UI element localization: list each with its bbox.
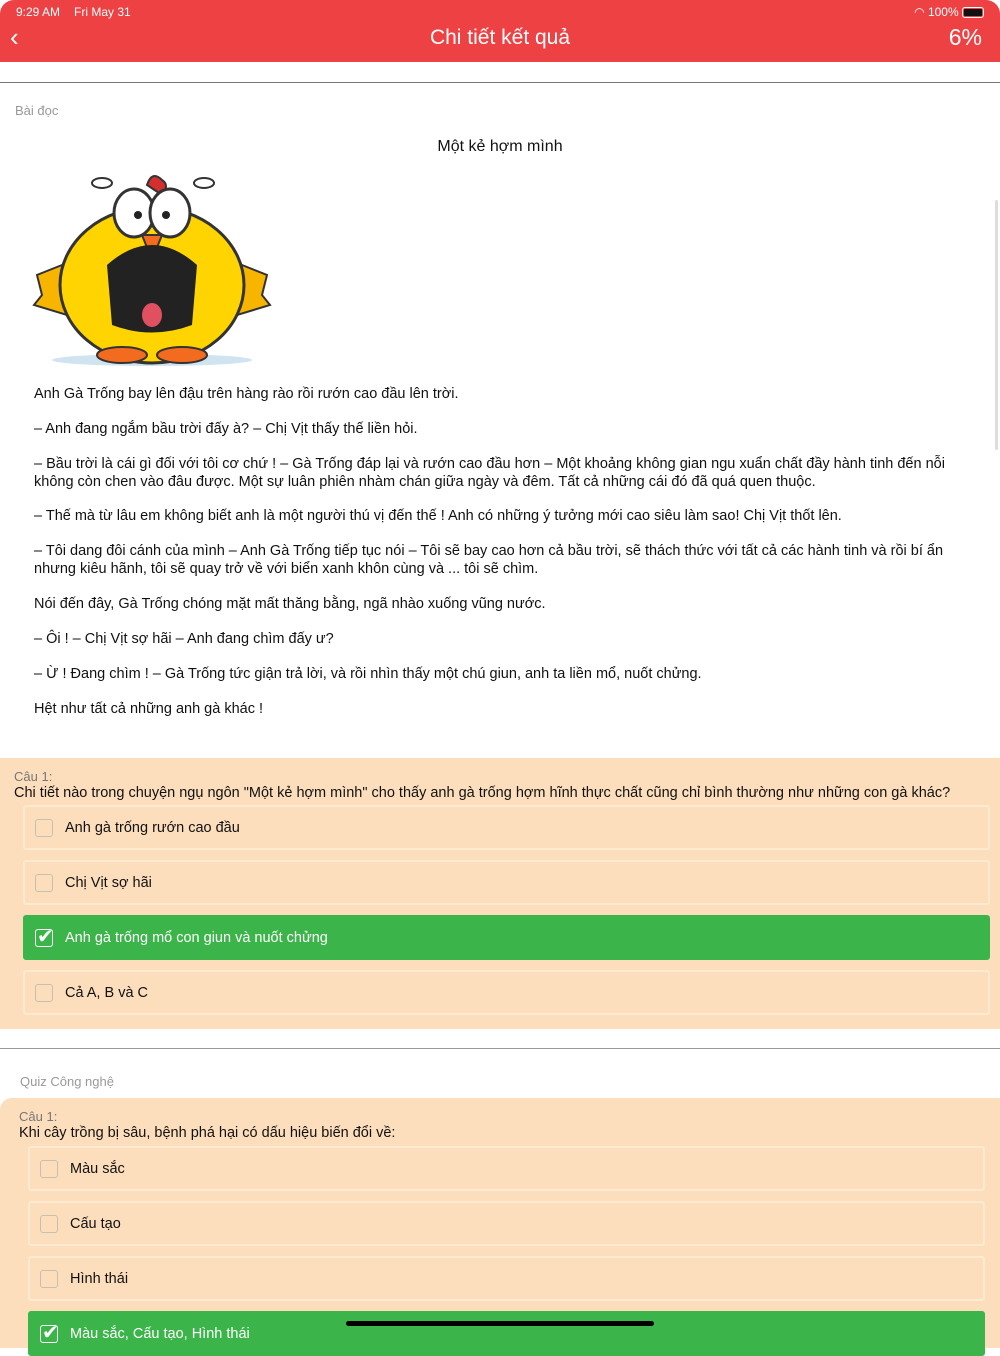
wifi-icon: ◠ — [914, 5, 928, 19]
checkbox-icon[interactable] — [35, 929, 53, 947]
scrollbar[interactable] — [995, 200, 998, 450]
home-indicator[interactable] — [346, 1321, 654, 1326]
story-paragraph: – Thế mà từ lâu em không biết anh là một người thú vị đến thế ! Anh có những ý tưởng mới cao siêu làm sao! Chị Vịt thốt lên. — [34, 508, 842, 524]
checkbox-icon[interactable] — [40, 1325, 58, 1343]
reading-label: Bài đọc — [15, 103, 59, 118]
answer-label: Cả A, B và C — [65, 984, 149, 1001]
story-paragraph: Hệt như tất cả những anh gà khác ! — [34, 701, 264, 717]
answer-label: Cấu tạo — [70, 1215, 121, 1232]
divider — [0, 82, 1000, 83]
status-battery — [914, 5, 984, 19]
answer-label: Chị Vịt sợ hãi — [65, 874, 152, 891]
question-text: Chi tiết nào trong chuyện ngụ ngôn "Một kẻ hợm mình" cho thấy anh gà trống hợm hĩnh thực chất cũng chỉ bình thường như những con gà khác? — [14, 785, 951, 801]
battery-percent: 100% — [927, 5, 959, 19]
answer-option[interactable] — [28, 1201, 985, 1246]
answer-label: Màu sắc — [70, 1160, 125, 1177]
answer-label: Màu sắc, Cấu tạo, Hình thái — [70, 1325, 250, 1342]
nav-header — [0, 0, 1000, 62]
divider — [0, 1048, 1000, 1049]
checkbox-icon[interactable] — [40, 1215, 58, 1233]
answer-option[interactable] — [23, 805, 990, 850]
story-paragraph: – Anh đang ngắm bầu trời đấy à? – Chị Vịt thấy thế liền hỏi. — [34, 421, 418, 437]
answer-label: Anh gà trống mổ con giun và nuốt chửng — [65, 929, 328, 946]
checkbox-icon[interactable] — [35, 819, 53, 837]
chevron-left-icon: ‹ — [10, 22, 19, 52]
answer-option[interactable] — [23, 970, 990, 1015]
answer-option[interactable] — [28, 1256, 985, 1301]
question-number: Câu 1: — [14, 769, 53, 784]
status-time: 9:29 AM — [16, 5, 61, 19]
answer-option[interactable] — [23, 860, 990, 905]
story-paragraph: – Bầu trời là cái gì đối với tôi cơ chứ ! – Gà Trống đáp lại và rướn cao đầu hơn – Một khoảng không gian ngu xuẩn chất đầy hành tinh đến nỗi không còn chen vào đâu được. Một sự luân phiên nhàm chán giữa ngày và đêm. Tất cả những cái đó đã quá quen thuộc. — [34, 456, 945, 490]
checkbox-icon[interactable] — [35, 874, 53, 892]
quiz-card-2 — [0, 1098, 1000, 1348]
chicken-illustration — [32, 165, 272, 368]
checkbox-icon[interactable] — [35, 984, 53, 1002]
story-paragraph: – Ôi ! – Chị Vịt sợ hãi – Anh đang chìm đấy ư? — [34, 631, 334, 647]
checkbox-icon[interactable] — [40, 1160, 58, 1178]
section-label: Quiz Công nghệ — [20, 1074, 114, 1089]
story-paragraph: – Ừ ! Đang chìm ! – Gà Trống tức giận trả lời, và rồi nhìn thấy một chú giun, anh ta liền mổ, nuốt chửng. — [34, 666, 702, 682]
story-paragraph: Anh Gà Trống bay lên đậu trên hàng rào rồi rướn cao đầu lên trời. — [34, 386, 459, 402]
story-paragraph: – Tôi dang đôi cánh của mình – Anh Gà Trống tiếp tục nói – Tôi sẽ bay cao hơn cả bầu trời, sẽ thách thức với tất cả các hành tinh và rồi bí ẩn nhưng kiêu hãnh, tôi sẽ quay trở về với biển xanh khôn cùng và ... tôi sẽ chìm. — [34, 543, 944, 577]
page-title: Chi tiết kết quả — [429, 26, 571, 49]
battery-icon — [962, 7, 984, 18]
story-paragraph: Nói đến đây, Gà Trống chóng mặt mất thăng bằng, ngã nhào xuống vũng nước. — [34, 596, 546, 612]
status-date: Fri May 31 — [74, 5, 131, 19]
story-title: Một kẻ hợm mình — [437, 138, 563, 155]
answer-label: Anh gà trống rướn cao đầu — [65, 819, 240, 836]
answer-option[interactable] — [23, 915, 990, 960]
answer-option[interactable] — [28, 1146, 985, 1191]
checkbox-icon[interactable] — [40, 1270, 58, 1288]
question-number: Câu 1: — [19, 1109, 58, 1124]
question-text: Khi cây trồng bị sâu, bệnh phá hại có dấu hiệu biến đổi về: — [19, 1125, 396, 1141]
quiz-card-1 — [0, 758, 1000, 1029]
score-percent: 6% — [948, 24, 982, 50]
answer-label: Hình thái — [70, 1270, 129, 1287]
